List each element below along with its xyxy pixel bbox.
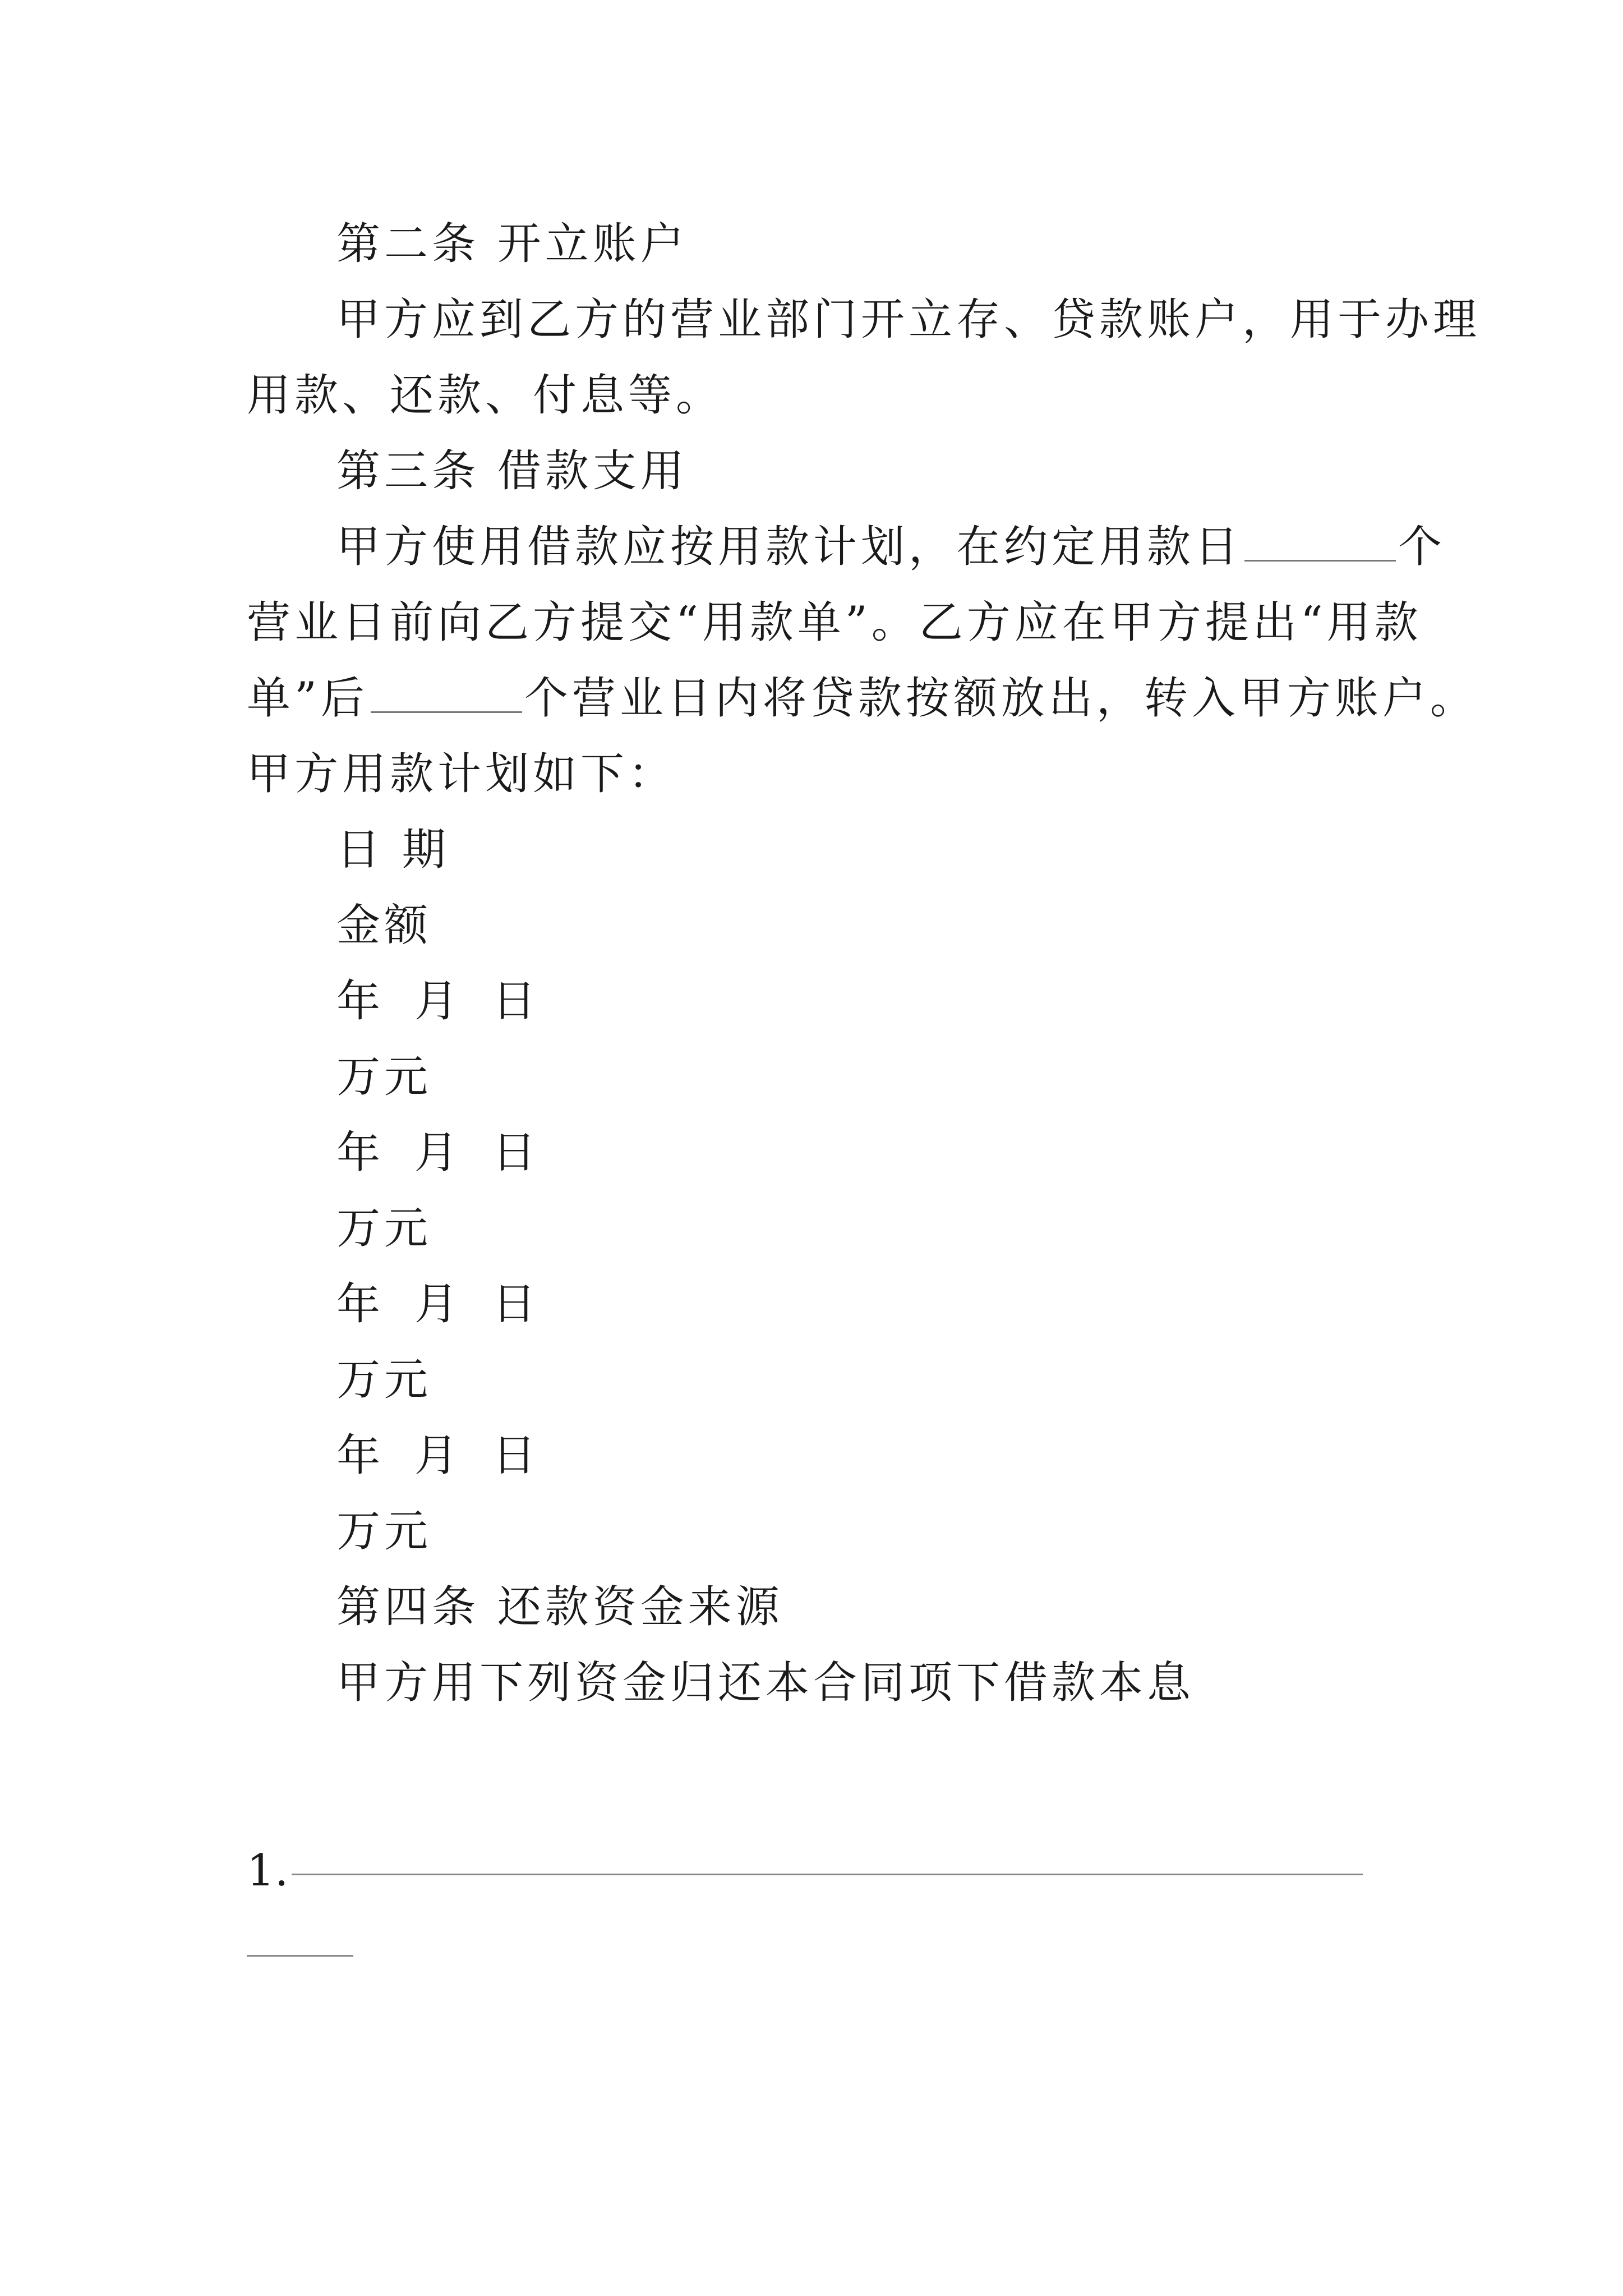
article-2-paragraph-line-1: 甲方应到乙方的营业部门开立存、贷款账户，用于办理 — [336, 295, 1481, 345]
release-days-blank[interactable] — [371, 671, 522, 713]
article-4-paragraph: 甲方用下列资金归还本合同项下借款本息 — [336, 1658, 1195, 1708]
article-2-paragraph-line-2: 用款、还款、付息等。 — [247, 370, 724, 421]
article-3-paragraph-line-2: 营业日前向乙方提交“用款单”。乙方应在甲方提出“用款 — [247, 597, 1422, 648]
schedule-date-header: 日 期 — [336, 825, 450, 875]
days-before-blank[interactable] — [1244, 519, 1396, 562]
article-3-heading: 第三条 借款支用 — [336, 446, 688, 496]
schedule-row-amount: 万元 — [336, 1355, 432, 1405]
article-3-line-3-text: 个营业日内将贷款按额放出，转入甲方账户。 — [524, 673, 1478, 724]
article-3-paragraph-line-3 — [247, 670, 1478, 726]
schedule-row-amount: 万元 — [336, 1506, 432, 1557]
article-3-line-3-prefix: 单”后 — [247, 673, 368, 724]
schedule-row-date: 年 月 日 — [336, 1128, 546, 1178]
article-3-line-1-text: 甲方使用借款应按用款计划，在约定用款日 — [336, 522, 1243, 572]
item-1-fill-line[interactable] — [292, 1874, 1363, 1875]
schedule-row-date: 年 月 日 — [336, 1430, 546, 1481]
article-4-heading: 第四条 还款资金来源 — [336, 1582, 783, 1632]
article-2-heading: 第二条 开立账户 — [336, 219, 688, 269]
article-3-line-1-suffix: 个 — [1398, 522, 1446, 572]
article-3-paragraph-line-4: 甲方用款计划如下： — [247, 749, 676, 799]
article-3-paragraph-line-1 — [336, 519, 1446, 575]
schedule-row-amount: 万元 — [336, 1052, 432, 1102]
item-1-number: 1. — [247, 1846, 289, 1896]
schedule-amount-header: 金额 — [336, 900, 432, 951]
schedule-row-date: 年 月 日 — [336, 976, 546, 1027]
item-1-fill-line-continuation[interactable] — [247, 1955, 353, 1957]
schedule-row-amount: 万元 — [336, 1203, 432, 1254]
schedule-row-date: 年 月 日 — [336, 1279, 546, 1329]
